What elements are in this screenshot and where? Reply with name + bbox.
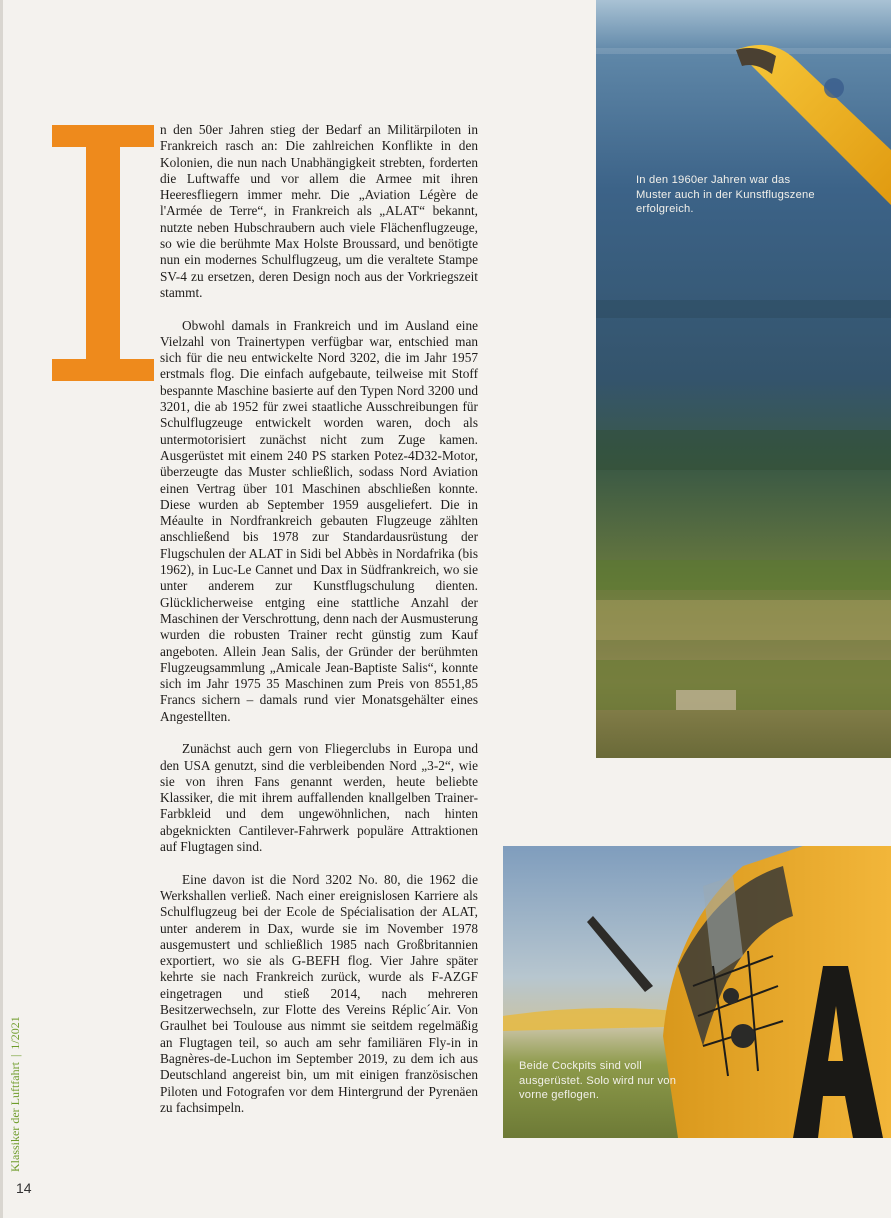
page-number: 14 [16, 1180, 32, 1196]
article-paragraph-3: Zunächst auch gern von Fliegerclubs in Europa und den USA genutzt, sind die verbleibenden Nord „3-2“, wie sie von ihren Fans genannt werden, heute beliebte Klassiker, die mit ihrem auffallenden knallgelben Trainer-Farbkleid und dem ungewöhnlichen, nach hinten abgeknickten Cantilever-Fahrwerk populäre Attraktionen auf Flugtagen sind. [160, 741, 478, 855]
magazine-title: Klassiker der Luftfahrt [8, 1062, 22, 1172]
article-paragraph-1: n den 50er Jahren stieg der Bedarf an Militärpiloten in Frankreich rasch an: Die zahlreichen Konflikte in den Kolonien, die nun nach Unabhängigkeit strebten, forderten die Luftwaffe und vor allem die Armee mit ihren Heeresfliegern immer mehr. Die „Aviation Légère de l'Armée de Terre“, in Frankreich als „ALAT“ bekannt, nutzte neben Hubschraubern auch viele Flächenflugzeuge, so wie die berühmte Max Holste Broussard, und benötigte nun ein modernes Schulflugzeug, um die veraltete Stampe SV-4 zu ersetzen, deren Design noch aus der Vorkriegszeit stammt. [160, 122, 478, 300]
page-edge [0, 0, 3, 1218]
article-paragraph-4: Eine davon ist die Nord 3202 No. 80, die 1962 die Werkshallen verließ. Nach einer ereignislosen Karriere als Schulflugzeug bei der Ecole de Spécialisation der ALAT, unter anderem in Dax, wurde sie im November 1978 ausgemustert und schließlich 1985 nach Großbritannien exportiert, wo sie als G-BEFH flog. Vier Jahre später kehrte sie nach Frankreich zurück, wurde als F-AZGF eingetragen und stieß 2014, nach mehreren Besitzerwechseln, zur Flotte des Vereins Réplic´Air. Von Graulhet bei Toulouse aus nimmt sie seitdem regelmäßig an Flugtagen teil, so auch am sehr familiären Fly-in in Bagnères-de-Luchon im September 2019, zu dem ich aus Deutschland angereist bin, um mit einigen französischen Piloten und Fotografen vor dem Hintergrund der Pyrenäen zu fachsimpeln. [160, 871, 478, 1115]
dropcap-letter [52, 125, 154, 381]
article-paragraph-2: Obwohl damals in Frankreich und im Ausland eine Vielzahl von Trainertypen verfügbar war, entschied man sich für die neu entwickelte Nord 3202, die im Jahr 1957 erstmals flog. Die einfach aufgebaute, teilweise mit Stoff bespannte Maschine basierte auf den Typen Nord 3200 und 3201, die ab 1952 für zwei staatliche Ausschreibungen für Schulflugzeuge entwickelt worden waren, doch als untermotorisiert zunächst nicht zum Zuge kamen. Ausgerüstet mit einem 240 PS starken Potez-4D32-Motor, überzeugte das Muster schließlich, sodass Nord Aviation einen Vertrag über 101 Maschinen abschließen konnte. Diese wurden ab September 1959 ausgeliefert. Die in Méaulte in Nordfrankreich gebauten Flugzeuge zählten anschließend bis 1978 zur Standardausrüstung der Flugschulen der ALAT in Sidi bel Abbès in Nordafrika (bis 1962), in Luc-Le Cannet und Dax in Südfrankreich, wo sie unter anderem zur Kunstflugschulung dienten. Glücklicherweise entging eine stattliche Anzahl der Maschinen der Verschrottung, denn nach der Ausmusterung wurden die robusten Trainer recht günstig zum Kauf angeboten. Allein Jean Salis, der Gründer der berühmten Flugzeugsammlung „Amicale Jean-Baptiste Salis“, konnte sich im Jahr 1975 35 Maschinen zum Preis von 8551,85 Francs sichern – damals rund vier Monatsgehälter eines Angestellten. [160, 317, 478, 724]
issue-number: 1/2021 [8, 1016, 22, 1050]
photo-caption-top: In den 1960er Jahren war das Muster auch in der Kunstflugszene erfolgreich. [636, 174, 815, 216]
dropcap-glyph [52, 125, 154, 381]
aerial-landscape-image [596, 0, 891, 758]
magazine-footer-label [8, 1016, 23, 1172]
photo-aerial-wing [596, 0, 891, 758]
footer-separator: | [8, 1054, 22, 1058]
article-body [160, 122, 478, 1132]
photo-caption-bottom: Beide Cockpits sind voll ausgerüstet. Solo wird nur von vorne geflogen. [519, 1060, 677, 1102]
